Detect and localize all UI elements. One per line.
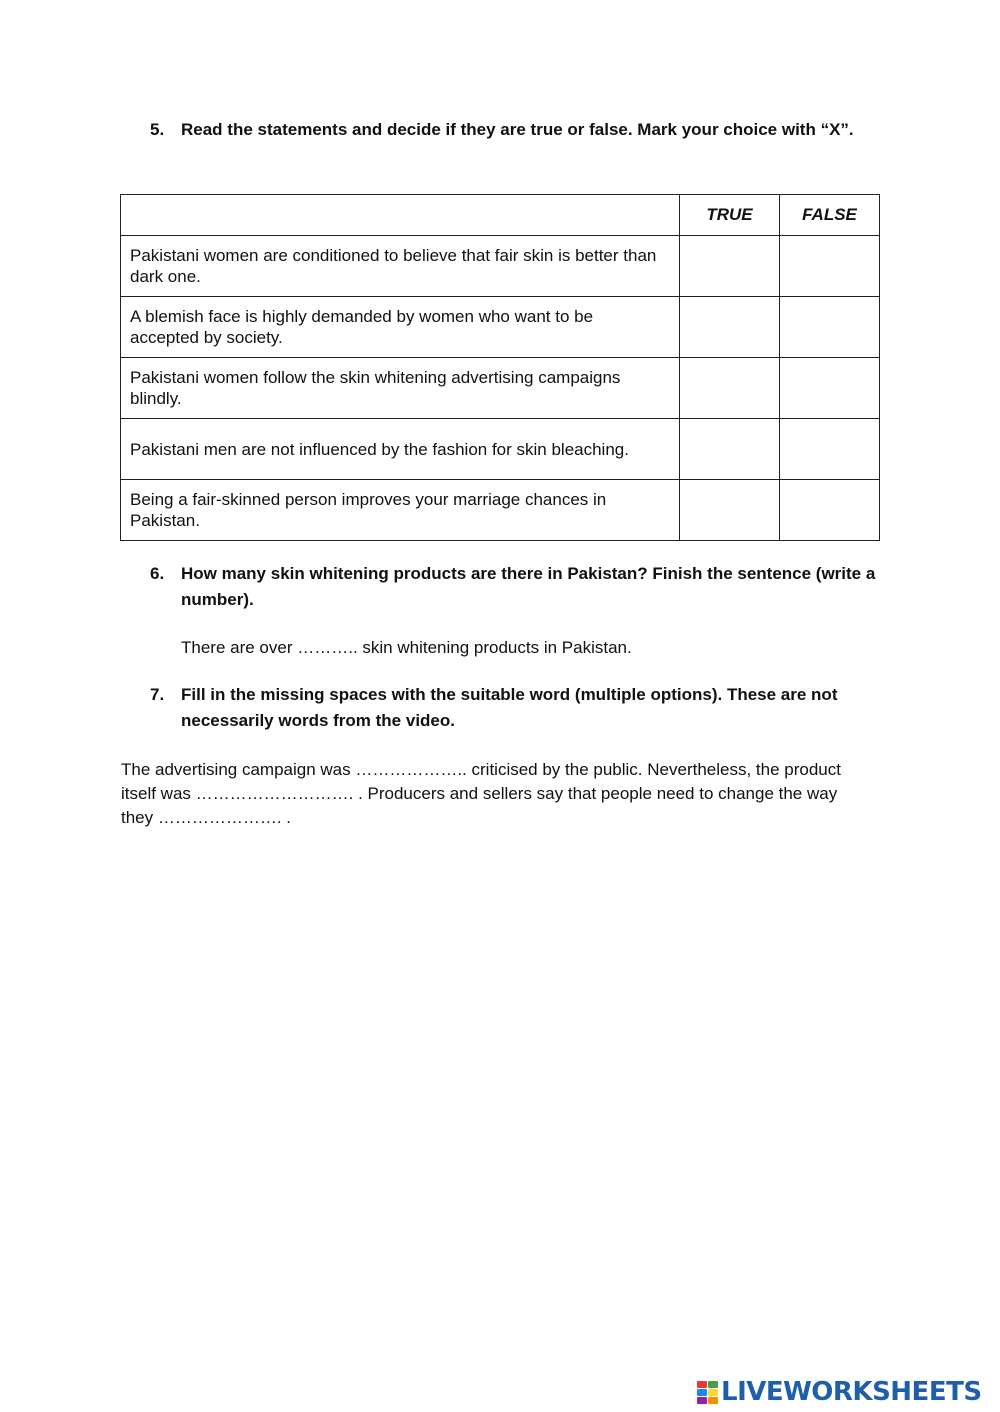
question-7-number: 7. bbox=[150, 685, 165, 704]
question-6-instruction: How many skin whitening products are there in Pakistan? Finish the sentence (write a number). bbox=[181, 564, 876, 609]
table-row bbox=[121, 236, 880, 297]
table-row bbox=[121, 358, 880, 419]
table-row bbox=[121, 419, 880, 480]
header-false: FALSE bbox=[780, 195, 880, 236]
question-7-instruction: Fill in the missing spaces with the suitable word (multiple options). These are not necessarily words from the video. bbox=[181, 685, 838, 730]
question-6-sentence: There are over ……….. skin whitening products in Pakistan. bbox=[181, 638, 632, 657]
question-7-paragraph: The advertising campaign was ……………….. criticised by the public. Nevertheless, the product itself was ………………………. . Producers and sellers say that people need to change the way they …………………. . bbox=[121, 760, 841, 827]
false-answer-cell-2[interactable] bbox=[780, 297, 880, 358]
table-row bbox=[121, 480, 880, 541]
question-7 bbox=[150, 682, 880, 734]
table-header-row bbox=[121, 195, 880, 236]
true-answer-cell-4[interactable] bbox=[680, 419, 780, 480]
false-answer-cell-4[interactable] bbox=[780, 419, 880, 480]
statement-3: Pakistani women follow the skin whitening advertising campaigns blindly. bbox=[121, 358, 680, 419]
question-5-instruction: Read the statements and decide if they are true or false. Mark your choice with “X”. bbox=[181, 120, 854, 139]
header-true: TRUE bbox=[680, 195, 780, 236]
question-6 bbox=[150, 561, 880, 613]
false-answer-cell-1[interactable] bbox=[780, 236, 880, 297]
true-answer-cell-2[interactable] bbox=[680, 297, 780, 358]
logo-text: LIVEWORKSHEETS bbox=[721, 1377, 982, 1407]
true-false-table bbox=[120, 194, 880, 541]
false-answer-cell-5[interactable] bbox=[780, 480, 880, 541]
statement-5: Being a fair-skinned person improves your marriage chances in Pakistan. bbox=[121, 480, 680, 541]
table-row bbox=[121, 297, 880, 358]
true-answer-cell-3[interactable] bbox=[680, 358, 780, 419]
statement-2: A blemish face is highly demanded by women who want to be accepted by society. bbox=[121, 297, 680, 358]
statement-4: Pakistani men are not influenced by the fashion for skin bleaching. bbox=[121, 419, 680, 480]
true-answer-cell-5[interactable] bbox=[680, 480, 780, 541]
false-answer-cell-3[interactable] bbox=[780, 358, 880, 419]
question-5 bbox=[150, 117, 880, 169]
true-answer-cell-1[interactable] bbox=[680, 236, 780, 297]
header-statement bbox=[121, 195, 680, 236]
question-5-number: 5. bbox=[150, 120, 165, 139]
statement-1: Pakistani women are conditioned to believe that fair skin is better than dark one. bbox=[121, 236, 680, 297]
question-6-number: 6. bbox=[150, 564, 165, 583]
logo-blocks-icon bbox=[697, 1381, 719, 1405]
